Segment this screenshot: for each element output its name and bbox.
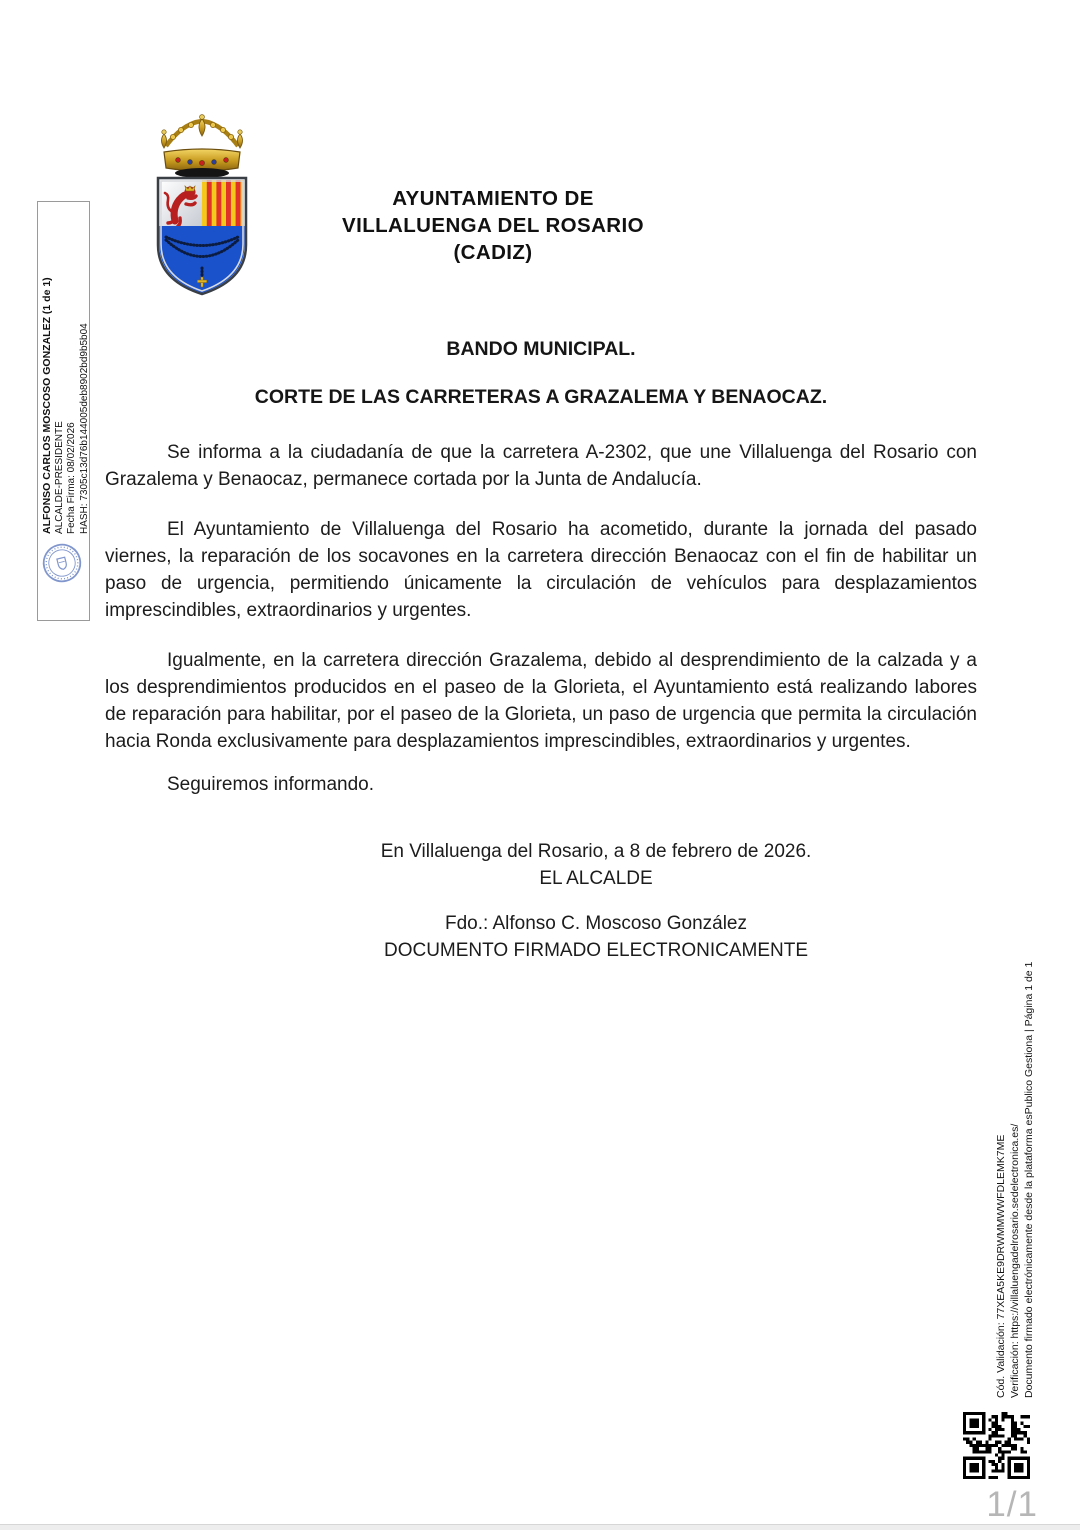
- qr-code-icon: [963, 1412, 1030, 1479]
- verification-margin: [992, 933, 1040, 1400]
- doc-title: BANDO MUNICIPAL.: [446, 338, 636, 360]
- verification-url: Verificación: https://villaluengadelrosario.sedelectronica.es/: [1009, 1123, 1021, 1398]
- masthead-line2: VILLALUENGA DEL ROSARIO: [342, 214, 644, 237]
- signer-name: ALFONSO CARLOS MOSCOSO GONZALEZ (1 de 1): [41, 277, 53, 534]
- platform-note: Documento firmado electrónicamente desde la plataforma esPublico Gestiona | Página 1 de 1: [1023, 961, 1035, 1398]
- verification-margin-text: [992, 933, 1040, 1400]
- closing-line: Seguiremos informando.: [167, 774, 374, 795]
- paragraph: El Ayuntamiento de Villaluenga del Rosario ha acometido, durante la jornada del pasado viernes, la reparación de los socavones en la carretera dirección Benaocaz con el fin de habilitar un paso de urgencia, permitiendo únicamente la circulación de vehículos para desplazamientos imprescindibles, extraordinarios y urgentes.: [105, 519, 977, 621]
- page-indicator: 1/1: [986, 1485, 1038, 1524]
- doc-subtitle: CORTE DE LAS CARRETERAS A GRAZALEMA Y BENAOCAZ.: [254, 386, 828, 408]
- signature-note-line: DOCUMENTO FIRMADO ELECTRONICAMENTE: [383, 940, 808, 961]
- paragraph: Igualmente, en la carretera dirección Grazalema, debido al desprendimiento de la calzada y a los desprendimientos producidos en el paseo de la Glorieta, el Ayuntamiento está realizando labores de reparación para habilitar, por el paseo de la Glorieta, un paso de urgencia que permita la circulación hacia Ronda exclusivamente para desplazamientos imprescindibles, extraordinarios y urgentes.: [105, 650, 977, 752]
- signature-margin-box: [37, 201, 90, 621]
- masthead: [300, 185, 686, 266]
- coat-of-arms-icon: [146, 110, 258, 300]
- signer-role-line: EL ALCALDE: [539, 868, 653, 889]
- signer-role: ALCALDE-PRESIDENTE: [53, 421, 65, 534]
- document-body: [105, 338, 977, 964]
- signature-hash: HASH: 7305c13d76b144005deb8902bd9b5b04: [78, 323, 90, 534]
- signed-by-line: Fdo.: Alfonso C. Moscoso González: [444, 913, 748, 934]
- signature-date: Fecha Firma: 08/02/2026: [66, 422, 77, 534]
- masthead-line3: (CADIZ): [453, 241, 533, 264]
- place-date-line: En Villaluenga del Rosario, a 8 de febrero de 2026.: [380, 841, 812, 862]
- signature-block: [215, 838, 977, 964]
- masthead-line1: AYUNTAMIENTO DE: [392, 187, 594, 210]
- viewer-bottom-strip: [0, 1524, 1080, 1530]
- validation-code: Cód. Validación: 77XEA5KE9DRWMMWWFDLEMK7ME: [995, 1134, 1007, 1398]
- paragraph: Se informa a la ciudadanía de que la carretera A-2302, que une Villaluenga del Rosario con Grazalema y Benaocaz, permanece cortada por la Junta de Andalucía.: [105, 442, 977, 490]
